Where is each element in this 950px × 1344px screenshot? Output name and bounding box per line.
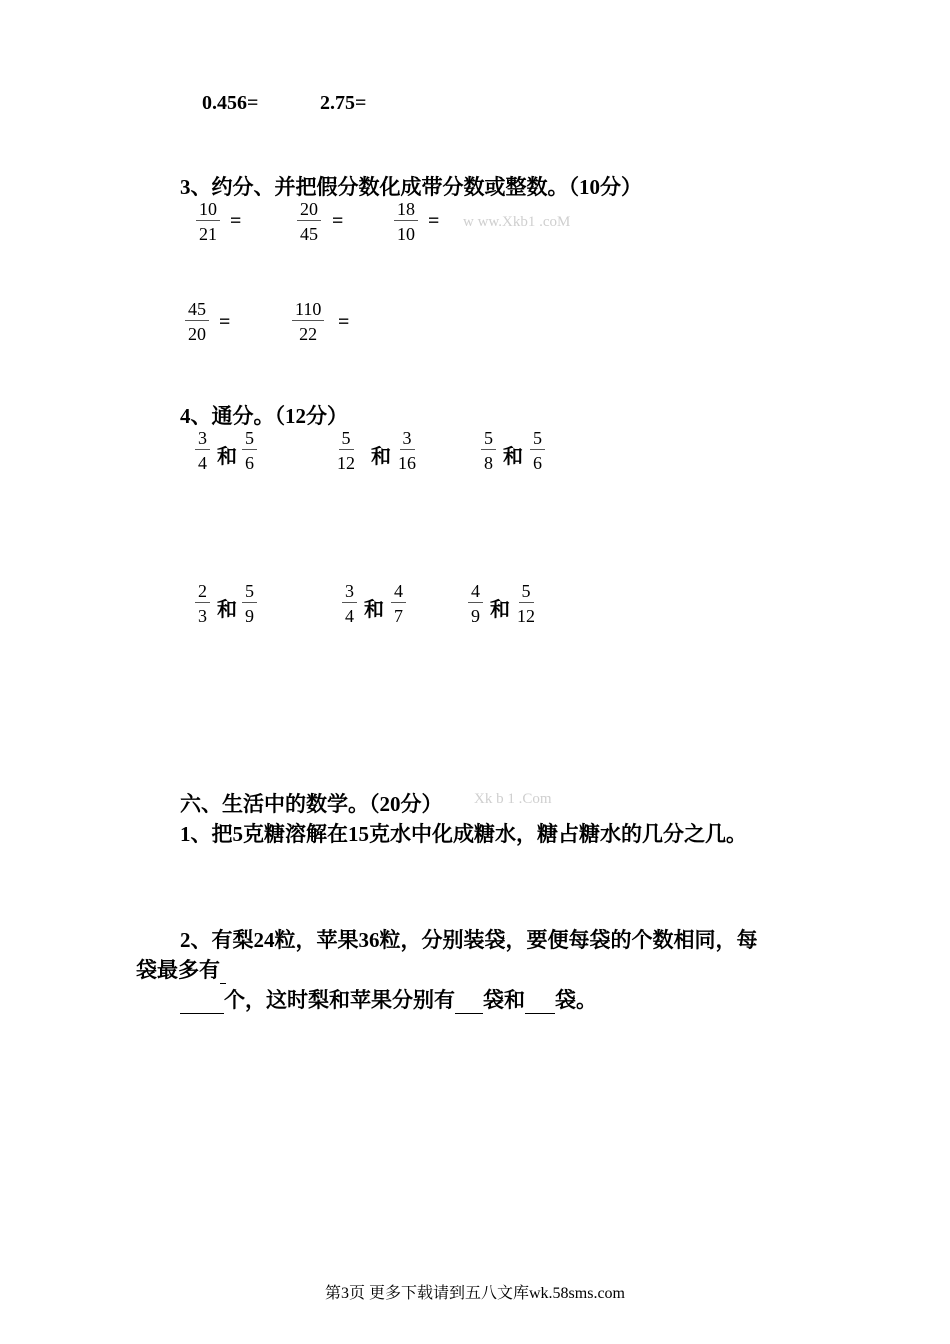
connector-he: 和 [217,599,237,621]
answer-blank[interactable] [220,958,226,984]
connector-he: 和 [364,599,384,621]
denominator: 45 [300,224,318,244]
equals-sign: = [230,210,242,232]
numerator: 5 [242,582,257,603]
numerator: 3 [400,429,415,450]
numerator: 5 [339,429,354,450]
denominator: 10 [397,224,415,244]
numerator: 110 [292,300,324,321]
numerator: 3 [195,429,210,450]
numerator: 45 [185,300,209,321]
numerator: 5 [530,429,545,450]
fraction [242,429,257,472]
numerator: 4 [468,582,483,603]
answer-blank[interactable] [525,988,555,1014]
denominator: 4 [198,453,207,473]
denominator: 4 [345,606,354,626]
numerator: 5 [242,429,257,450]
denominator: 20 [188,324,206,344]
denominator: 8 [484,453,493,473]
numerator: 4 [391,582,406,603]
equals-sign: = [332,210,344,232]
denominator: 16 [398,453,416,473]
denominator: 21 [199,224,217,244]
problem-2-line-3 [180,984,597,1014]
denominator: 22 [299,324,318,344]
answer-blank[interactable] [455,988,483,1014]
problem-1-text: 1、把5克糖溶解在15克水中化成糖水，糖占糖水的几分之几。 [180,822,747,846]
fraction [398,429,416,472]
denominator: 9 [245,606,254,626]
numerator: 3 [342,582,357,603]
denominator: 7 [394,606,403,626]
watermark: Xk b 1 .Com [474,791,552,807]
fraction [468,582,483,625]
numerator: 5 [519,582,534,603]
fraction [391,582,406,625]
question-3-heading: 3、约分、并把假分数化成带分数或整数。（10分） [180,175,642,199]
fraction [394,200,418,243]
fraction [297,200,321,243]
fraction [242,582,257,625]
numerator: 18 [394,200,418,221]
page-footer: 第3页 更多下载请到五八文库wk.58sms.com [324,1285,625,1302]
equals-sign: = [338,311,350,333]
connector-he: 和 [503,446,523,468]
denominator: 12 [517,606,535,626]
equals-sign: = [219,311,231,333]
problem-2-text-c: 袋。 [555,988,597,1012]
answer-blank[interactable] [180,988,224,1014]
numerator: 2 [195,582,210,603]
watermark: w ww.Xkb1 .coM [463,214,571,230]
denominator: 6 [533,453,542,473]
equals-sign: = [428,210,440,232]
fraction [517,582,535,625]
fraction [481,429,496,472]
problem-2-line-1: 2、有梨24粒，苹果36粒，分别装袋，要便每袋的个数相同，每 [180,928,758,952]
numerator: 20 [297,200,321,221]
problem-2-text-a: 个，这时梨和苹果分别有 [224,988,455,1012]
decimal-item-2: 2.75= [320,92,367,114]
connector-he: 和 [490,599,510,621]
denominator: 12 [337,453,355,473]
question-4-heading: 4、通分。（12分） [180,404,348,428]
fraction [530,429,545,472]
problem-2-line-2-text: 袋最多有 [136,958,220,982]
fraction [185,300,209,343]
fraction [195,429,210,472]
fraction [342,582,357,625]
denominator: 9 [471,606,480,626]
denominator: 3 [198,606,207,626]
section-6-heading: 六、生活中的数学。（20分） [180,792,443,816]
problem-2-text-b: 袋和 [483,988,525,1012]
numerator: 5 [481,429,496,450]
numerator: 10 [196,200,220,221]
denominator: 6 [245,453,254,473]
fraction [292,300,324,343]
decimal-item-1: 0.456= [202,92,259,114]
connector-he: 和 [371,446,391,468]
problem-2-line-2 [136,954,226,984]
fraction [195,582,210,625]
fraction [196,200,220,243]
connector-he: 和 [217,446,237,468]
fraction [337,429,355,472]
